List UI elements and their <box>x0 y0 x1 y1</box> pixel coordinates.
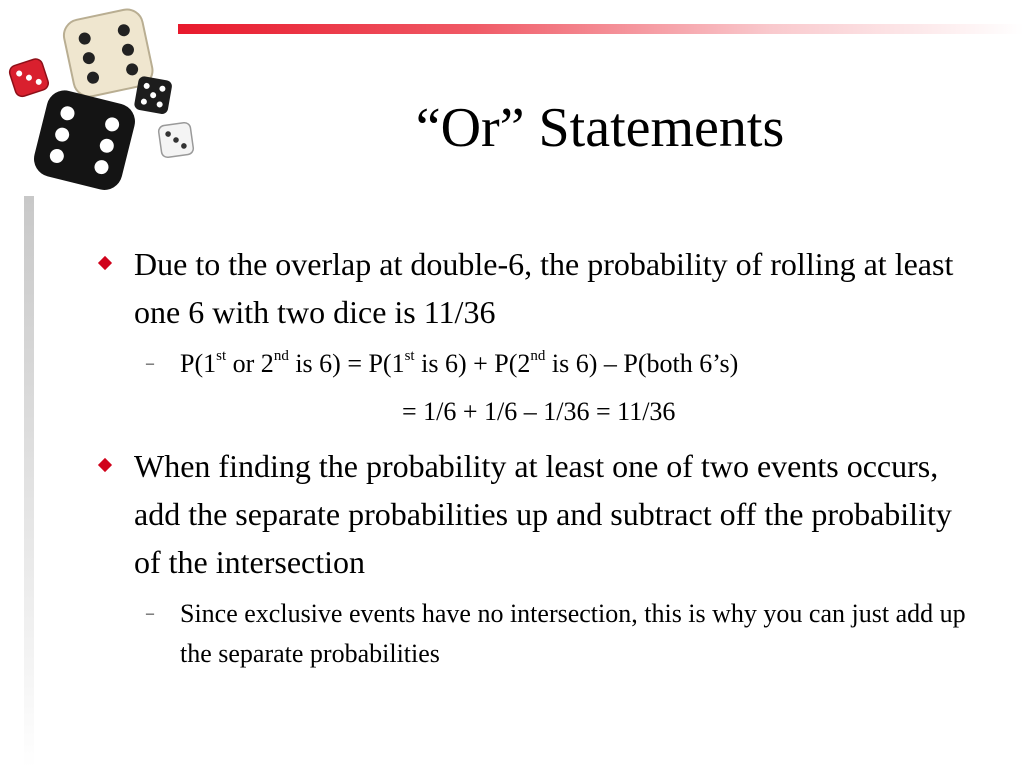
diamond-bullet-icon <box>98 458 112 472</box>
bullet-item <box>96 240 976 336</box>
sub-bullet-item <box>96 344 976 384</box>
bullet-text: When finding the probability at least one of two events occurs, add the separate probabilities up and subtract off the probability of the intersection <box>134 448 952 580</box>
left-accent-bar <box>24 196 34 768</box>
top-accent-bar <box>178 24 1024 34</box>
dice-icon <box>0 0 200 200</box>
dash-bullet-icon: – <box>146 605 154 622</box>
dash-bullet-icon: – <box>146 355 154 372</box>
sub-bullet-text: Since exclusive events have no intersection, this is why you can just add up the separate probabilities <box>180 599 966 668</box>
formula-text: P(1st or 2nd is 6) = P(1st is 6) + P(2nd is 6) – P(both 6’s) <box>180 348 739 378</box>
formula-continuation: = 1/6 + 1/6 – 1/36 = 11/36 <box>402 397 676 426</box>
bullet-item <box>96 442 976 586</box>
bullet-text: Due to the overlap at double-6, the probability of rolling at least one 6 with two dice is 11/36 <box>134 246 954 330</box>
sub-bullet-item <box>96 594 976 674</box>
page-title: “Or” Statements <box>415 97 785 159</box>
slide-content <box>96 240 976 674</box>
diamond-bullet-icon <box>98 256 112 270</box>
